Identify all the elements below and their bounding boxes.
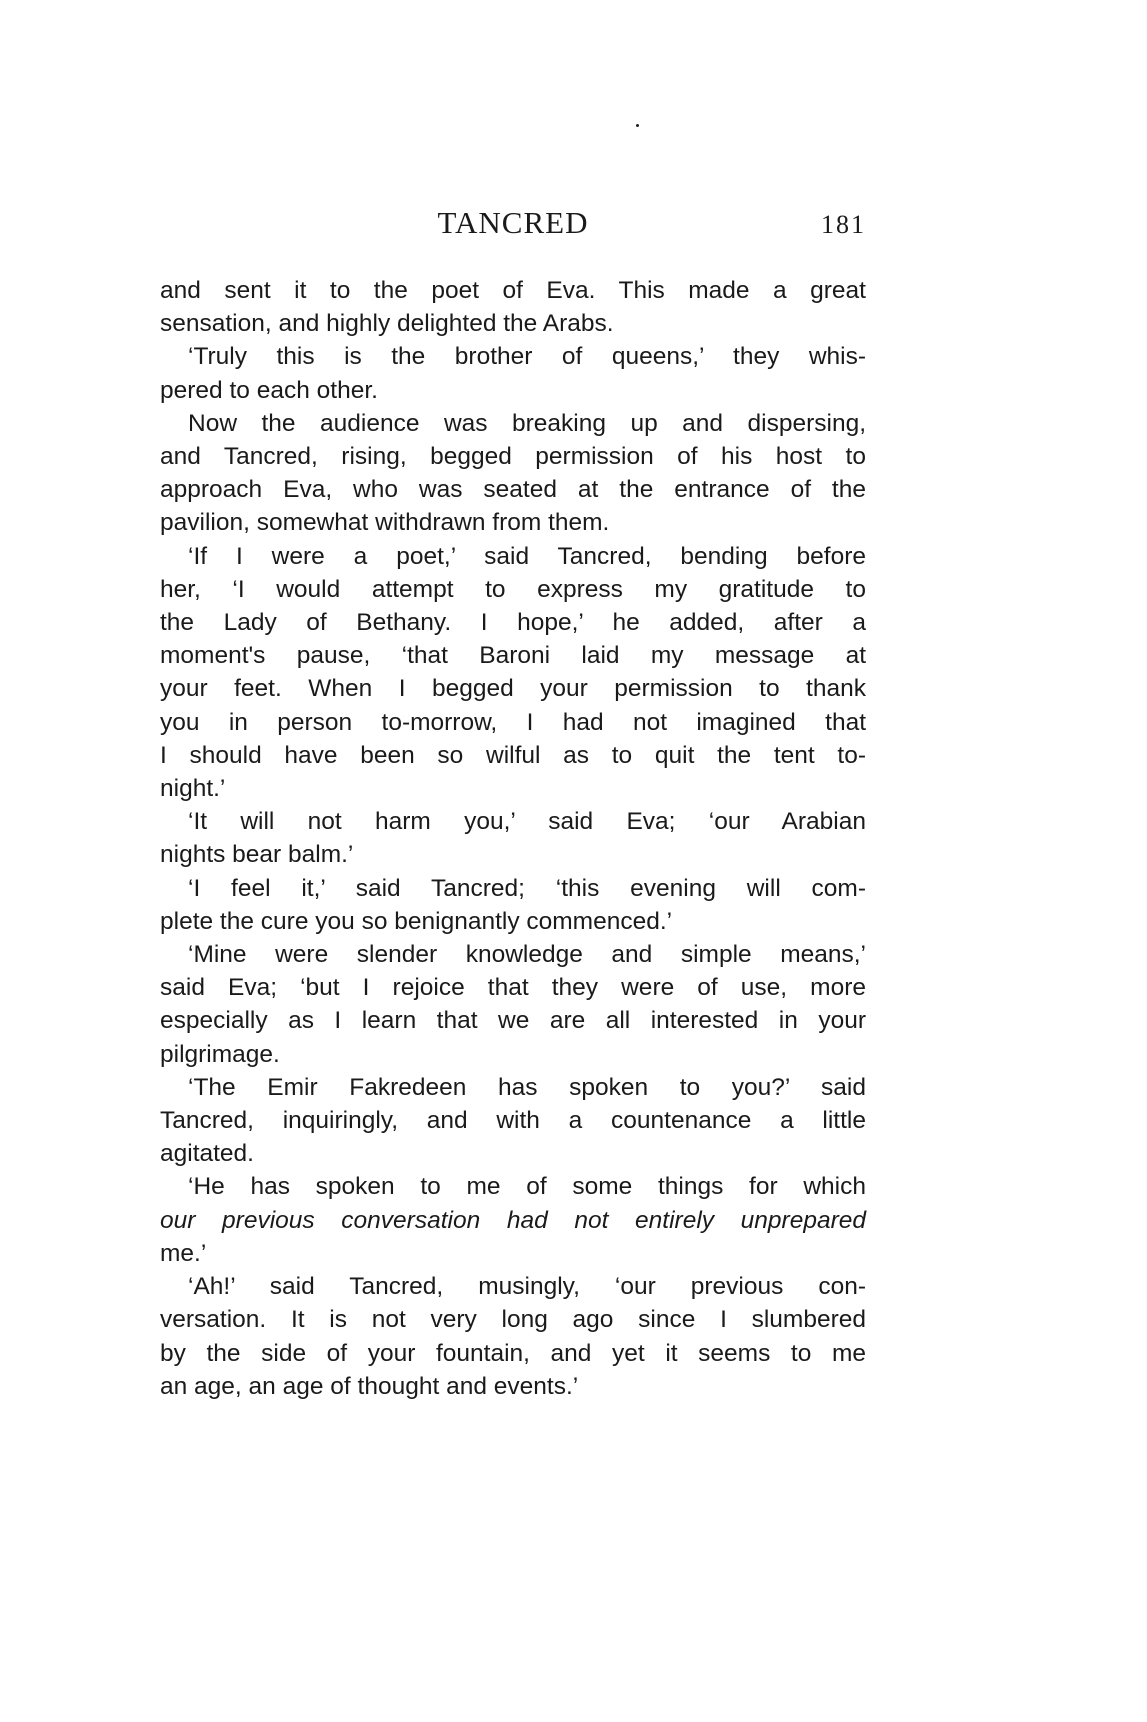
text-line: pilgrimage. xyxy=(160,1040,280,1068)
text-line: I should have been so wilful as to quit the tent to- xyxy=(160,741,866,769)
text-line: and sent it to the poet of Eva. This made a great xyxy=(160,277,866,304)
text-line: sensation, and highly delighted the Arabs. xyxy=(160,310,614,338)
text-line: especially as I learn that we are all interested in your xyxy=(160,1007,866,1035)
text-line: ‘He has spoken to me of some things for which xyxy=(188,1173,866,1201)
text-line: me.’ xyxy=(160,1239,207,1267)
text-line: and Tancred, rising, begged permission of his host to xyxy=(160,443,866,471)
text-line: your feet. When I begged your permission to thank xyxy=(160,675,866,703)
body-text xyxy=(160,274,866,1403)
text-line: ‘The Emir Fakredeen has spoken to you?’ said xyxy=(188,1073,866,1101)
text-line: by the side of your fountain, and yet it seems to me xyxy=(160,1339,866,1367)
text-line: versation. It is not very long ago since I slumbered xyxy=(160,1306,866,1334)
text-line: approach Eva, who was seated at the entrance of the xyxy=(160,476,866,504)
page-header xyxy=(160,205,866,245)
text-line: moment's pause, ‘that Baroni laid my message at xyxy=(160,642,866,670)
running-title: TANCRED xyxy=(437,205,589,240)
ink-speck xyxy=(636,124,639,127)
text-line: night.’ xyxy=(160,775,226,803)
text-line: you in person to-morrow, I had not imagined that xyxy=(160,708,866,736)
text-line: ‘If I were a poet,’ said Tancred, bending before xyxy=(188,542,866,570)
text-line: our previous conversation had not entirely unprepared xyxy=(160,1206,866,1234)
text-line: ‘It will not harm you,’ said Eva; ‘our Arabian xyxy=(188,808,866,836)
text-line: said Eva; ‘but I rejoice that they were of use, more xyxy=(160,974,866,1002)
text-line: plete the cure you so benignantly commenced.’ xyxy=(160,907,673,935)
text-line: ‘Ah!’ said Tancred, musingly, ‘our previous con- xyxy=(188,1273,866,1301)
text-line: ‘I feel it,’ said Tancred; ‘this evening will com- xyxy=(188,874,866,902)
text-line: pered to each other. xyxy=(160,376,378,404)
text-line: pavilion, somewhat withdrawn from them. xyxy=(160,509,610,537)
text-line: nights bear balm.’ xyxy=(160,841,354,869)
text-line: ‘Truly this is the brother of queens,’ they whis- xyxy=(188,343,866,371)
text-line: her, ‘I would attempt to express my gratitude to xyxy=(160,575,866,603)
page-number: 181 xyxy=(821,210,866,239)
text-line: agitated. xyxy=(160,1140,254,1168)
text-line: ‘Mine were slender knowledge and simple means,’ xyxy=(188,941,866,969)
text-line: an age, an age of thought and events.’ xyxy=(160,1372,579,1400)
text-line: Tancred, inquiringly, and with a countenance a little xyxy=(160,1107,866,1135)
text-line: Now the audience was breaking up and dispersing, xyxy=(188,409,866,437)
text-line: the Lady of Bethany. I hope,’ he added, after a xyxy=(160,609,866,637)
